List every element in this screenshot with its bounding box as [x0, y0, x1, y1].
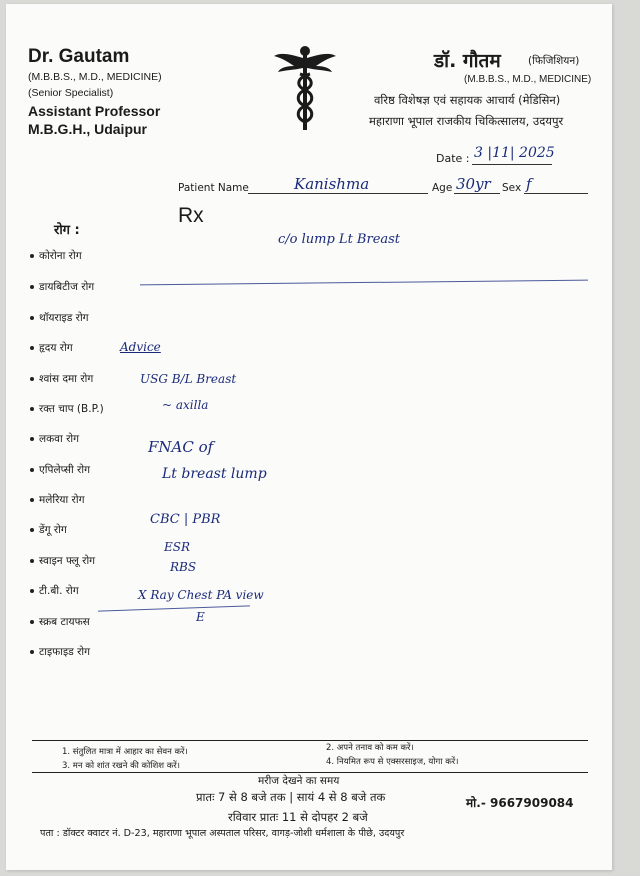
investigation-fnac-2: Lt breast lump: [162, 466, 267, 482]
timing-weekday: प्रातः 7 से 8 बजे तक | सायं 4 से 8 बजे तक: [196, 790, 386, 804]
timing-sunday: रविवार प्रातः 11 से दोपहर 2 बजे: [228, 810, 368, 824]
handwritten-underline: [98, 605, 250, 611]
bullet-icon: [30, 407, 34, 411]
doctor-name-hi: डॉ. गौतम: [434, 50, 501, 72]
bullet-icon: [30, 316, 34, 320]
investigation-usg-2: ~ axilla: [162, 398, 209, 412]
bullet-icon: [30, 346, 34, 350]
mobile-number: मो.- 9667909084: [466, 796, 574, 810]
bullet-icon: [30, 620, 34, 624]
bullet-icon: [30, 559, 34, 563]
doctor-institution-hi: महाराणा भूपाल राजकीय चिकित्सालय, उदयपुर: [369, 114, 564, 128]
chief-complaint: c/o lump Lt Breast: [278, 232, 401, 247]
bullet-icon: [30, 377, 34, 381]
bullet-icon: [30, 254, 34, 258]
footer-mid-rule: [32, 772, 588, 773]
health-tip: 4. नियमित रूप से एक्सरसाइज, योगा करें।: [326, 757, 459, 767]
patient-age-value: 30yr: [456, 175, 491, 193]
bullet-icon: [30, 589, 34, 593]
patient-sex-value: f: [526, 175, 532, 193]
disease-item: एपिलेप्सी रोग: [30, 463, 90, 477]
disease-item: कोरोना रोग: [30, 249, 82, 263]
disease-item: थॉयराइड रोग: [30, 311, 89, 325]
doctor-role-hi: (फिजिशियन): [528, 55, 580, 67]
date-line: [472, 164, 552, 165]
patient-sex-label: Sex: [502, 182, 522, 194]
doctor-degrees-hi: (M.B.B.S., M.D., MEDICINE): [464, 74, 592, 85]
handwritten-underline: [140, 280, 588, 286]
health-tip: 3. मन को शांत रखने की कोशिश करें।: [62, 761, 180, 771]
disease-item: मलेरिया रोग: [30, 493, 85, 507]
doctor-designation-hi: वरिष्ठ विशेषज्ञ एवं सहायक आचार्य (मेडिसिन): [374, 93, 561, 107]
bullet-icon: [30, 468, 34, 472]
doctor-degrees-en: (M.B.B.S., M.D., MEDICINE): [28, 71, 162, 83]
doctor-specialist-en: (Senior Specialist): [28, 87, 114, 99]
rx-symbol: Rx: [178, 204, 204, 227]
doctor-name-en: Dr. Gautam: [28, 46, 130, 67]
patient-age-label: Age: [432, 182, 453, 194]
bullet-icon: [30, 528, 34, 532]
disease-item: लकवा रोग: [30, 432, 79, 446]
disease-item: स्वाइन फ्लू रोग: [30, 554, 95, 568]
bullet-icon: [30, 498, 34, 502]
disease-item: डेंगू रोग: [30, 523, 67, 537]
date-value: 3 |11| 2025: [474, 145, 555, 161]
investigation-lab-1: CBC | PBR: [150, 512, 221, 527]
disease-item: स्क्रब टायफस: [30, 615, 90, 629]
timing-heading: मरीज देखने का समय: [258, 775, 340, 787]
health-tip: 1. संतुलित मात्रा में आहार का सेवन करें।: [62, 747, 188, 757]
disease-item: टाइफाइड रोग: [30, 645, 90, 659]
caduceus-icon: [272, 44, 338, 138]
clinic-address: पता : डॉक्टर क्वाटर नं. D-23, महाराणा भूपाल अस्पताल परिसर, वागड़-जोशी धर्मशाला के पीछे, उदयपुर: [40, 828, 405, 839]
date-label: Date :: [436, 152, 470, 165]
bullet-icon: [30, 437, 34, 441]
patient-age-line: [454, 193, 500, 194]
patient-sex-line: [524, 193, 588, 194]
disease-item: हृदय रोग: [30, 341, 73, 355]
investigation-lab-3: RBS: [170, 560, 197, 574]
bullet-icon: [30, 650, 34, 654]
investigation-fnac-1: FNAC of: [148, 438, 214, 456]
health-tip: 2. अपने तनाव को कम करें।: [326, 743, 414, 753]
patient-name-label: Patient Name: [178, 182, 249, 194]
disease-item: श्वांस दमा रोग: [30, 372, 93, 386]
bullet-icon: [30, 285, 34, 289]
advice-label: Advice: [120, 340, 161, 354]
footer-top-rule: [32, 740, 588, 741]
prescription-paper: [6, 4, 612, 870]
doctor-designation-en: Assistant Professor: [28, 103, 161, 119]
doctor-institution-en: M.B.G.H., Udaipur: [28, 121, 147, 137]
disease-item: रक्त चाप (B.P.): [30, 402, 104, 416]
disease-item: टी.बी. रोग: [30, 584, 79, 598]
patient-name-value: Kanishma: [294, 175, 370, 193]
investigation-xray-2: E: [196, 610, 205, 624]
disease-item: डायबिटीज रोग: [30, 280, 94, 294]
investigation-xray-1: X Ray Chest PA view: [138, 588, 264, 602]
investigation-usg-1: USG B/L Breast: [140, 372, 237, 386]
patient-name-line: [248, 193, 428, 194]
investigation-lab-2: ESR: [164, 540, 191, 554]
diseases-heading: रोग :: [54, 223, 80, 238]
